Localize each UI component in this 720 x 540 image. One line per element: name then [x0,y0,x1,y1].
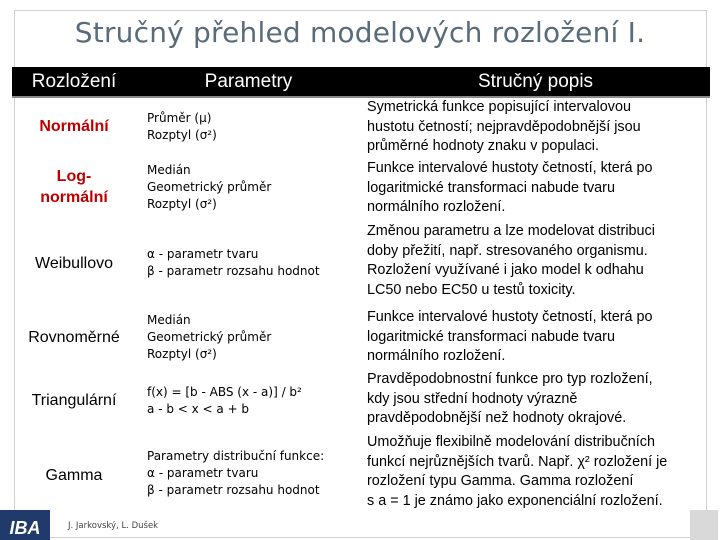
table-header [12,67,710,97]
distribution-name: Rovnoměrné [28,329,120,346]
table-row-uniform [12,308,710,368]
distribution-params: Medián Geometrický průměr Rozptyl (σ²) [147,313,272,361]
iba-logo: IBA [0,510,50,540]
footer-authors: J. Jarkovský, L. Dušek [68,521,159,531]
distribution-params: α - parametr tvaru β - parametr rozsahu hodnot [147,247,320,278]
table-row-triangular [12,370,710,430]
distribution-description: Funkce intervalové hustoty četností, která po logaritmické transformaci nabude tvaru normálního rozložení. [367,309,653,365]
table-row-weibull [12,222,710,304]
header-distribution: Rozložení [12,67,136,96]
distribution-params: f(x) = [b - ABS (x - a)] / b² a - b < x < a + b [147,385,302,416]
footer-strip [690,510,718,540]
table-row-gamma [12,433,710,515]
header-parameters: Parametry [136,67,361,96]
distribution-params: Průměr (μ) Rozptyl (σ²) [147,111,217,142]
distribution-description: Symetrická funkce popisující intervalovou hustotu četností; nejpravděpodobnější jsou průměrné hodnoty znaku v populaci. [367,99,641,155]
table-row-lognormal [12,158,710,220]
distribution-description: Funkce intervalové hustoty četností, která po logaritmické transformaci nabude tvaru normálního rozložení. [367,160,653,216]
distribution-description: Umožňuje flexibilně modelování distribučních funkcí nejrůznějších tvarů. Např. χ² rozložení je rozložení typu Gamma. Gamma rozložení s a = 1 je známo jako exponenciální rozložení. [367,434,668,509]
header-description: Stručný popis [361,67,710,96]
distribution-description: Pravděpodobnostní funkce pro typ rozložení, kdy jsou střední hodnoty výrazně pravděpodobnější než hodnoty okrajové. [367,371,653,427]
distribution-description: Změnou parametru a lze modelovat distribuci doby přežití, např. stresovaného organismu. Rozložení využívané i jako model k odhahu LC50 nebo EC50 u testů toxicity. [367,223,655,298]
distribution-params: Parametry distribuční funkce: α - parametr tvaru β - parametr rozsahu hodnot [147,449,325,497]
distribution-name: Normální [39,118,109,135]
distribution-params: Medián Geometrický průměr Rozptyl (σ²) [147,163,272,211]
slide-title: Stručný přehled modelových rozložení I. [74,16,646,49]
distribution-name: Log- normální [40,168,108,206]
table-row-normal [12,98,710,158]
distribution-name: Triangulární [31,392,117,409]
distribution-name: Gamma [45,467,103,484]
distribution-name: Weibullovo [35,255,113,272]
